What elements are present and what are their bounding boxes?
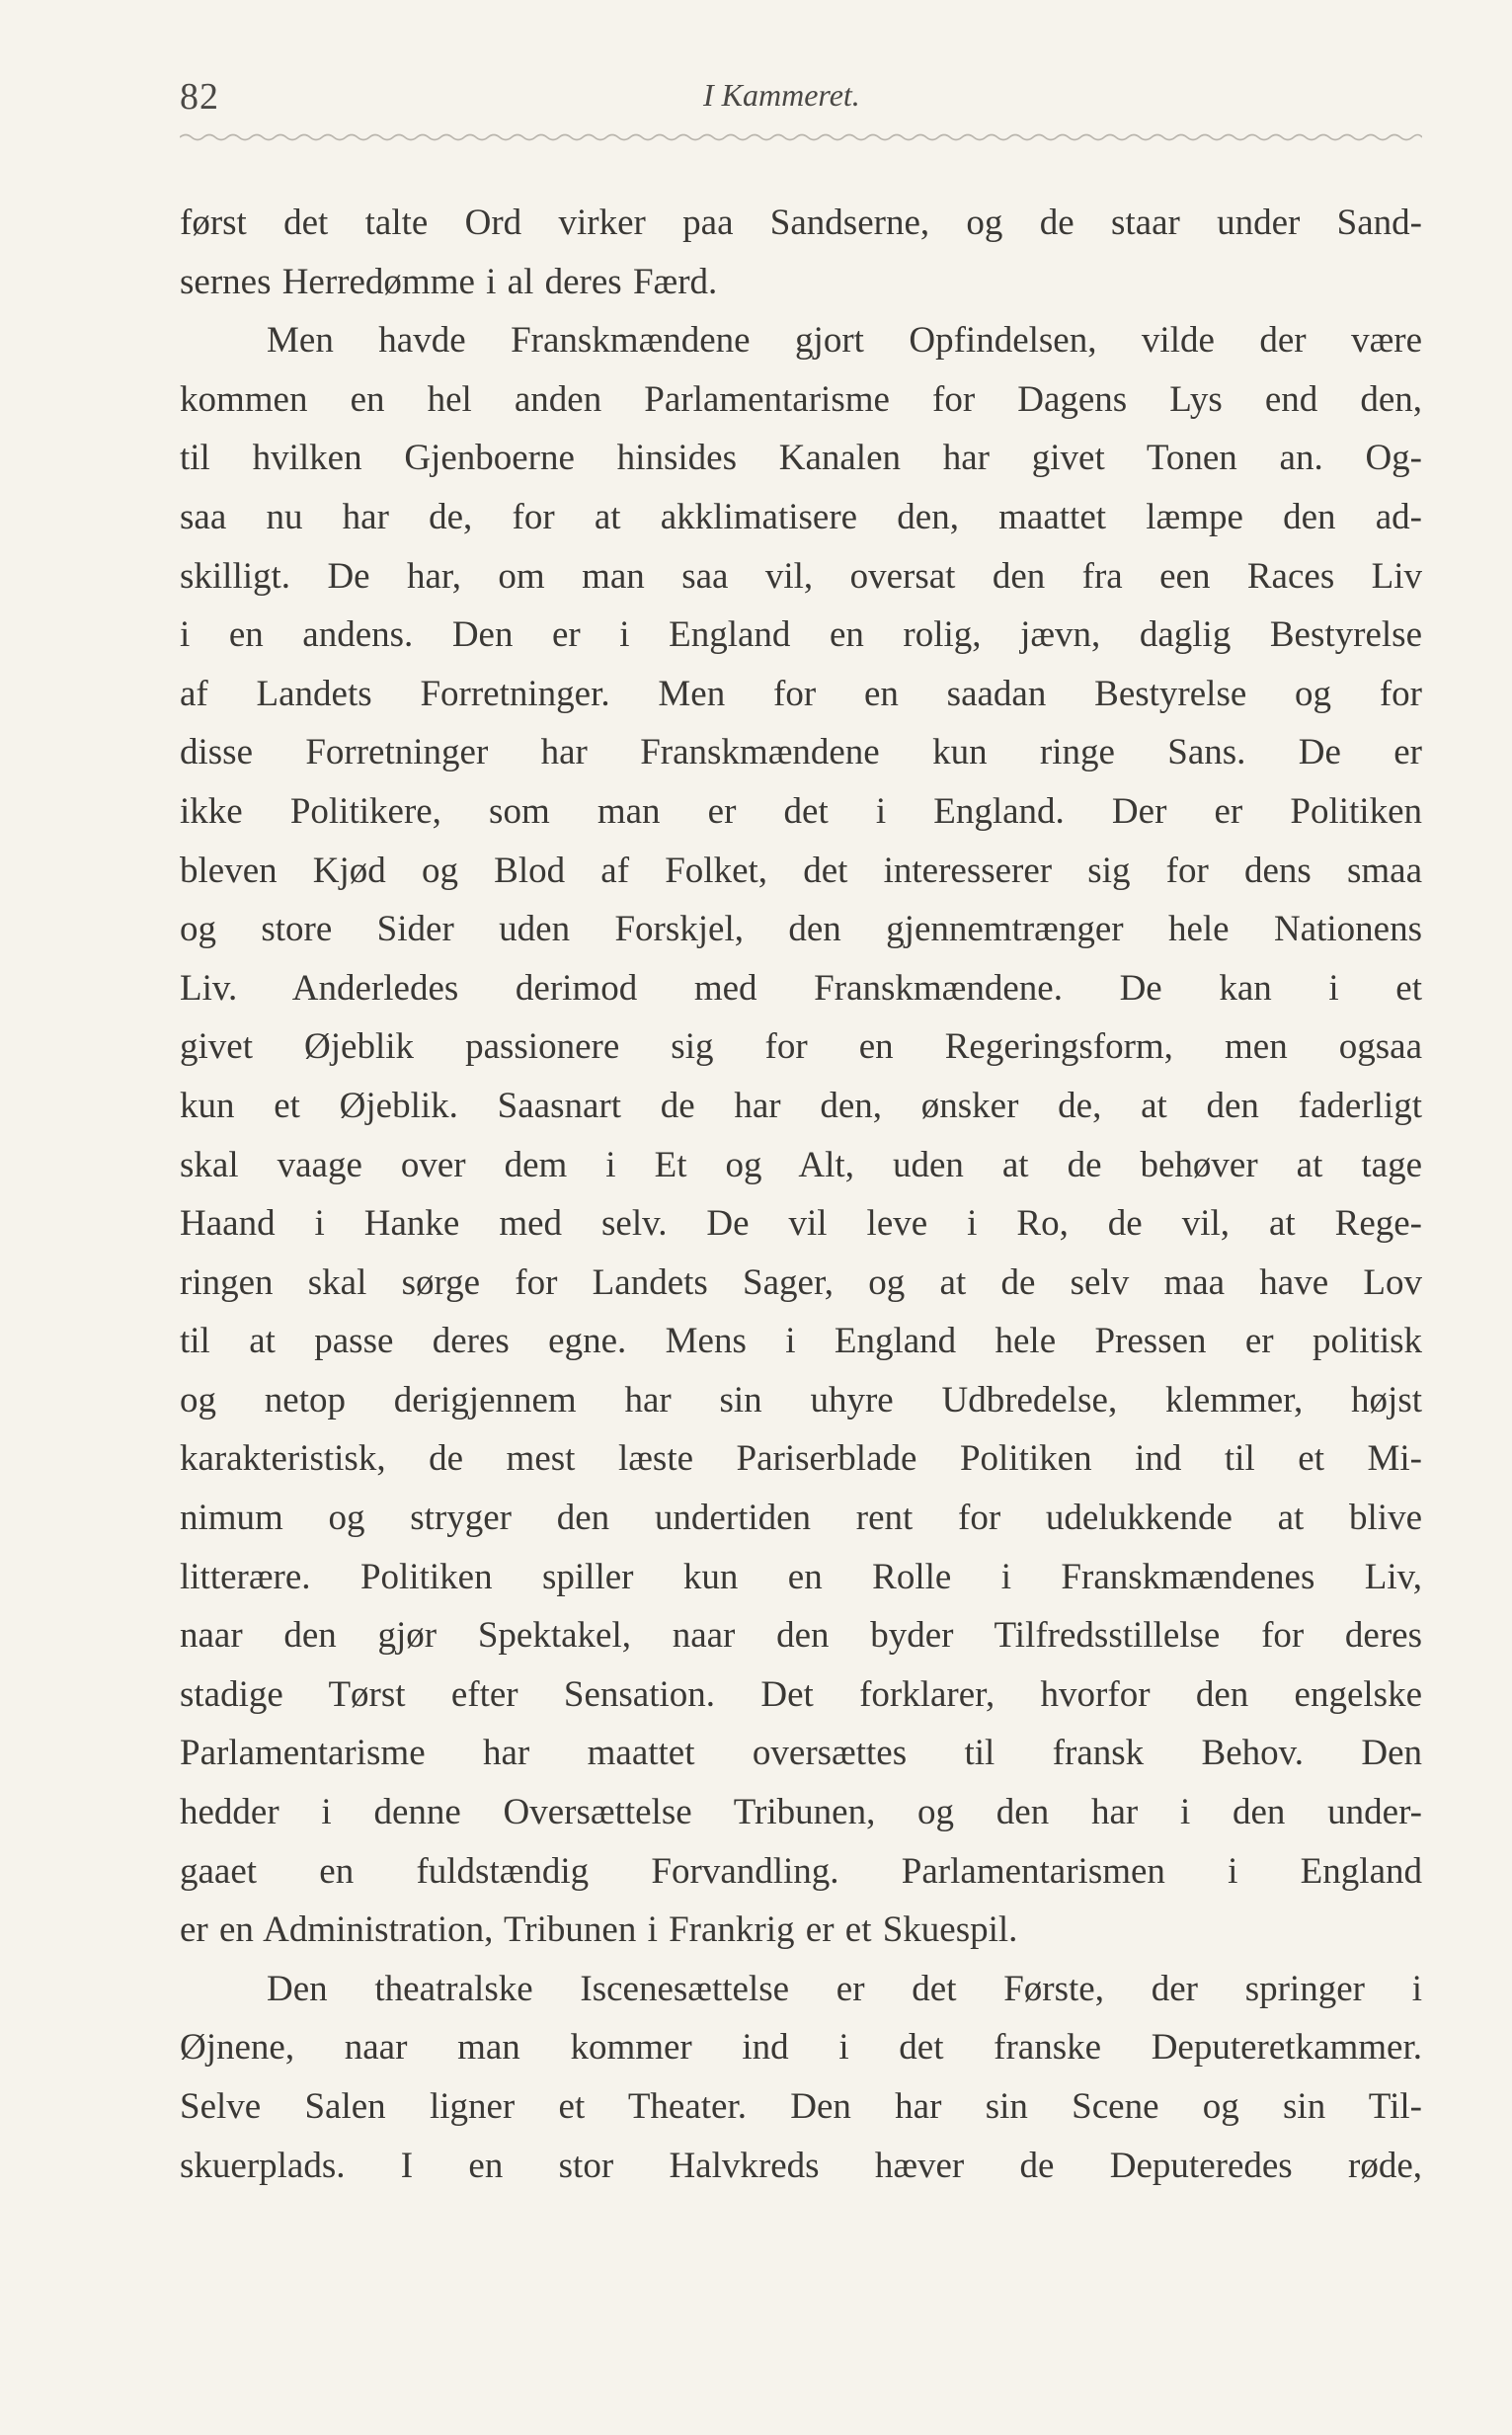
text-line: og store Sider uden Forskjel, den gjennemtrænger hele Nationens — [180, 909, 1422, 950]
text-line: skal vaage over dem i Et og Alt, uden at de behøver at tage — [180, 1144, 1422, 1185]
ornamental-rule — [180, 130, 1422, 144]
text-line: ringen skal sørge for Landets Sager, og at de selv maa have Lov — [180, 1261, 1422, 1303]
text-line: bleven Kjød og Blod af Folket, det interesserer sig for dens smaa — [180, 850, 1422, 891]
text-line: hedder i denne Oversættelse Tribunen, og den har i den under- — [180, 1792, 1422, 1833]
text-line: af Landets Forretninger. Men for en saadan Bestyrelse og for — [180, 673, 1422, 714]
text-line: Selve Salen ligner et Theater. Den har sin Scene og sin Til- — [180, 2086, 1422, 2127]
page-header — [180, 69, 1422, 128]
text-line: først det talte Ord virker paa Sandserne, og de staar under Sand- — [180, 203, 1422, 243]
body-text — [180, 194, 1422, 2195]
text-line: til at passe deres egne. Mens i England hele Pressen er politisk — [180, 1321, 1422, 1362]
text-line: skuerplads. I en stor Halvkreds hæver de Deputeredes røde, — [180, 2145, 1422, 2186]
text-line: naar den gjør Spektakel, naar den byder Tilfredsstillelse for deres — [180, 1615, 1422, 1657]
text-line: Liv. Anderledes derimod med Franskmændene. De kan i et — [180, 967, 1422, 1009]
text-line: stadige Tørst efter Sensation. Det forklarer, hvorfor den engelske — [180, 1673, 1422, 1715]
text-line: og netop derigjennem har sin uhyre Udbredelse, klemmer, højst — [180, 1379, 1422, 1420]
text-line: kommen en hel anden Parlamentarisme for Dagens Lys end den, — [180, 378, 1422, 420]
text-line: karakteristisk, de mest læste Pariserblade Politiken ind til et Mi- — [180, 1438, 1422, 1480]
text-line: Men havde Franskmændene gjort Opfindelsen, vilde der være — [267, 320, 1422, 362]
text-line: kun et Øjeblik. Saasnart de har den, ønsker de, at den faderligt — [180, 1085, 1422, 1126]
text-line: Den theatralske Iscenesættelse er det Første, der springer i — [267, 1968, 1422, 2009]
text-line: Øjnene, naar man kommer ind i det franske Deputeretkammer. — [180, 2027, 1422, 2069]
text-line: Parlamentarisme har maattet oversættes til fransk Behov. Den — [180, 1733, 1422, 1774]
running-title: I Kammeret. — [703, 77, 860, 113]
text-line: er en Administration, Tribunen i Frankrig er et Skuespil. — [180, 1909, 1018, 1951]
text-line: disse Forretninger har Franskmændene kun ringe Sans. De er — [180, 732, 1422, 773]
text-line: til hvilken Gjenboerne hinsides Kanalen har givet Tonen an. Og- — [180, 438, 1422, 479]
text-line: litterære. Politiken spiller kun en Rolle i Franskmændenes Liv, — [180, 1556, 1422, 1597]
text-line: i en andens. Den er i England en rolig, jævn, daglig Bestyrelse — [180, 614, 1422, 656]
page-number: 82 — [180, 76, 219, 118]
text-line: gaaet en fuldstændig Forvandling. Parlamentarismen i England — [180, 1850, 1422, 1892]
text-line: skilligt. De har, om man saa vil, oversat den fra een Races Liv — [180, 555, 1422, 597]
text-line: nimum og stryger den undertiden rent for udelukkende at blive — [180, 1498, 1422, 1539]
text-line: ikke Politikere, som man er det i England. Der er Politiken — [180, 790, 1422, 832]
text-line: saa nu har de, for at akklimatisere den, maattet læmpe den ad- — [180, 496, 1422, 537]
text-line: sernes Herredømme i al deres Færd. — [180, 261, 718, 302]
text-line: Haand i Hanke med selv. De vil leve i Ro, de vil, at Rege- — [180, 1203, 1422, 1245]
text-line: givet Øjeblik passionere sig for en Regeringsform, men ogsaa — [180, 1026, 1422, 1068]
